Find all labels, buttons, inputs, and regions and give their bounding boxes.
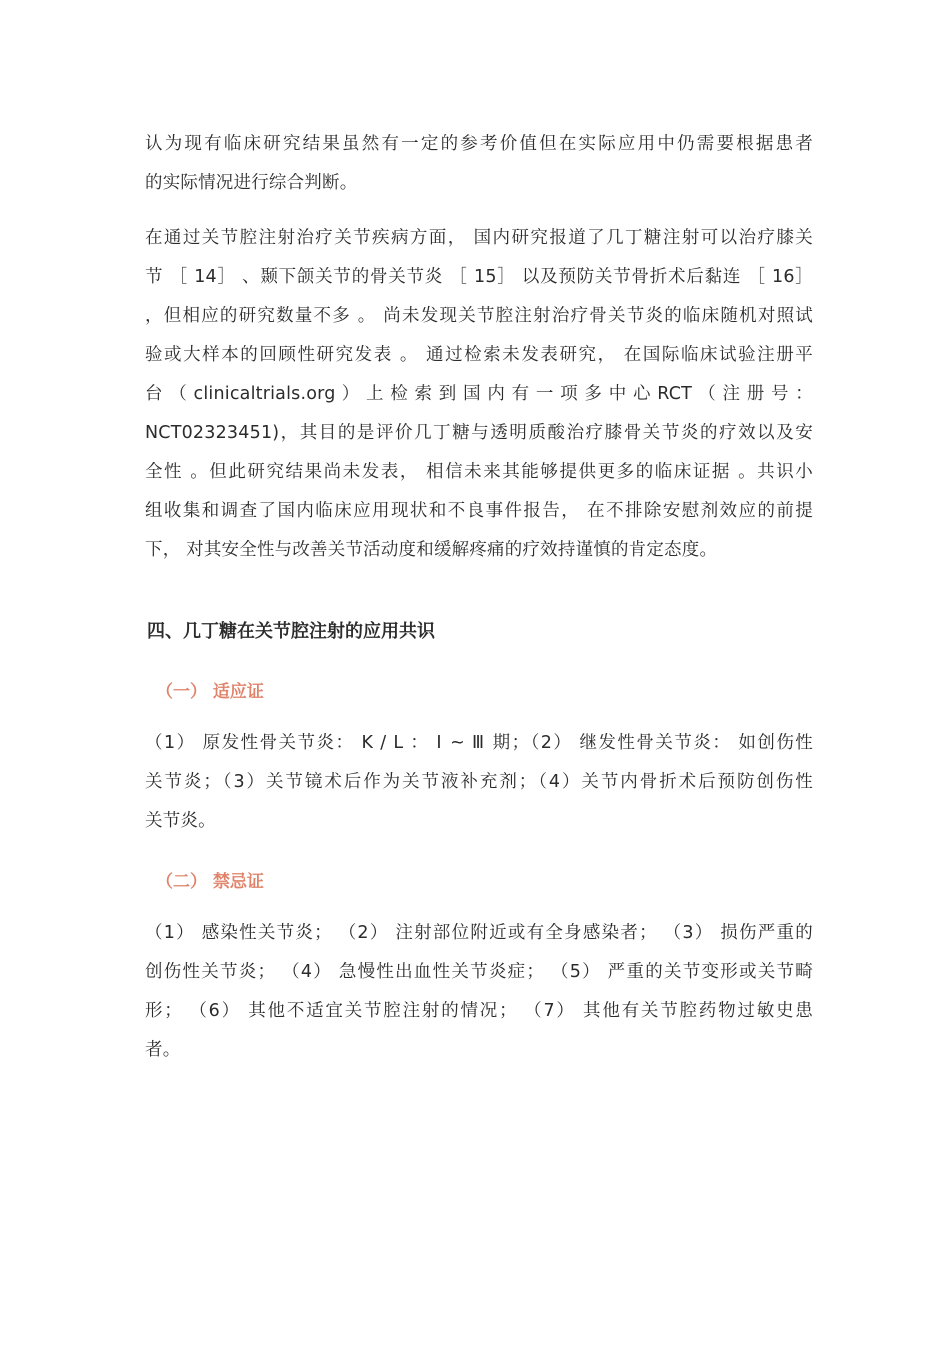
text-line: 在通过关节腔注射治疗关节疾病方面， 国内研究报道了几丁糖注射可以治疗膝关 (145, 228, 813, 248)
text-line: ，但相应的研究数量不多 。 尚未发现关节腔注射治疗骨关节炎的临床随机对照试 (145, 306, 813, 326)
text-line: 全性 。但此研究结果尚未发表， 相信未来其能够提供更多的临床证据 。共识小 (145, 462, 813, 482)
text-line: 形； （6） 其他不适宜关节腔注射的情况； （7） 其他有关节腔药物过敏史患 (145, 1001, 813, 1021)
paragraph-joint-injection-research (145, 219, 813, 570)
text-line: NCT02323451)，其目的是评价几丁糖与透明质酸治疗膝骨关节炎的疗效以及安 (145, 423, 813, 443)
text-line: 下， 对其安全性与改善关节活动度和缓解疼痛的疗效持谨慎的肯定态度。 (145, 540, 718, 560)
text-line: 关节炎。 (145, 811, 216, 831)
paragraph-conclusion (145, 125, 813, 203)
text-line: 认为现有临床研究结果虽然有一定的参考价值但在实际应用中仍需要根据患者 (145, 134, 813, 154)
text-line: 节 ［ 14］ 、颞下颌关节的骨关节炎 ［ 15］ 以及预防关节骨折术后黏连 ［ 16］ (145, 267, 813, 287)
text-line: 台 （ clinicaltrials.org ） 上 检 索 到 国 内 有 一 项 多 中 心 RCT （ 注 册 号 ： (145, 384, 813, 404)
text-line: 关节炎；（3）关节镜术后作为关节液补充剂；（4）关节内骨折术后预防创伤性 (145, 772, 813, 792)
text-line: 者。 (145, 1040, 181, 1060)
section-heading: 四、几丁糖在关节腔注射的应用共识 (147, 621, 435, 642)
contraindications-heading: （二） 禁忌证 (156, 872, 264, 892)
text-line: 创伤性关节炎； （4） 急慢性出血性关节炎症； （5） 严重的关节变形或关节畸 (145, 962, 813, 982)
contraindications-list (145, 914, 813, 1070)
indications-list (145, 724, 813, 841)
indications-heading: （一） 适应证 (156, 682, 264, 702)
text-line: （1） 感染性关节炎； （2） 注射部位附近或有全身感染者； （3） 损伤严重的 (145, 923, 813, 943)
text-line: 验或大样本的回顾性研究发表 。 通过检索未发表研究， 在国际临床试验注册平 (145, 345, 813, 365)
text-line: 组收集和调查了国内临床应用现状和不良事件报告， 在不排除安慰剂效应的前提 (145, 501, 813, 521)
text-line: （1） 原发性骨关节炎： K / L ： Ⅰ ~ Ⅲ 期；（2） 继发性骨关节炎： 如创伤性 (145, 733, 813, 753)
text-line: 的实际情况进行综合判断。 (145, 173, 358, 193)
